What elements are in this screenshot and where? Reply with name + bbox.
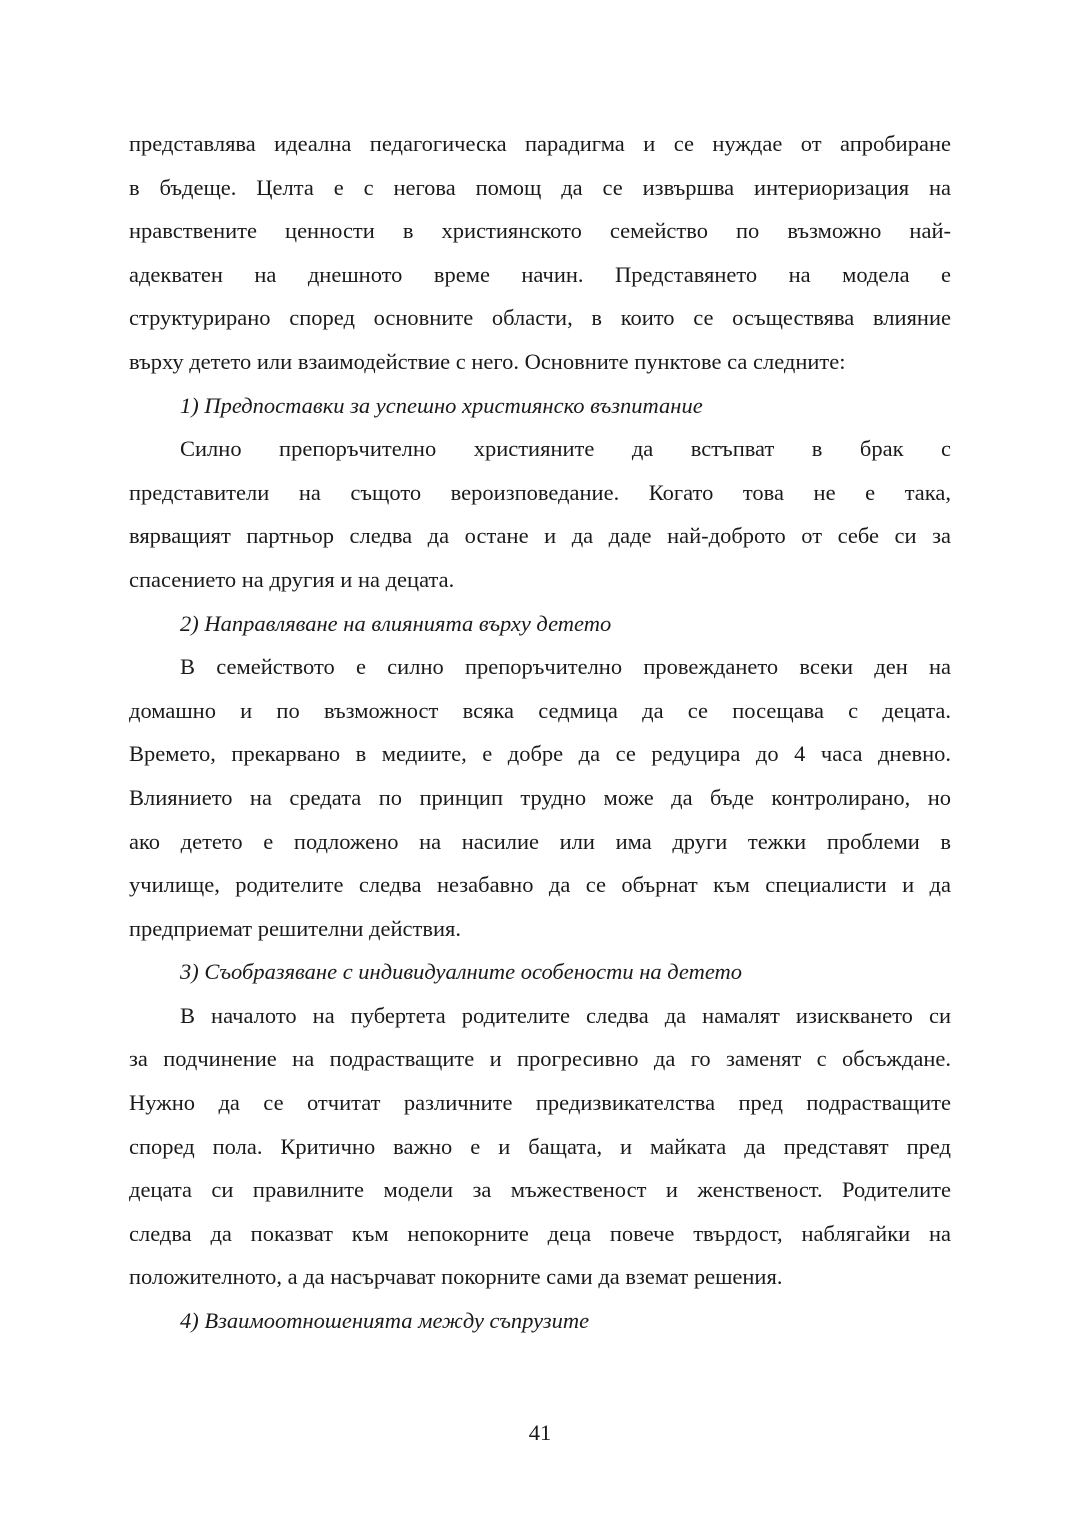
text-line: Нужно да се отчитат различните предизвикателства пред подрастващите [129,1090,951,1116]
section-heading: 3) Съобразяване с индивидуалните особености на детето [180,959,743,985]
text-line: В семейството е силно препоръчително провеждането всеки ден на [180,654,951,680]
text-line: адекватен на днешното време начин. Представянето на модела е [129,261,951,287]
section-heading: 2) Направляване на влиянията върху детето [180,610,612,636]
text-line: Влиянието на средата по принцип трудно може да бъде контролирано, но [129,784,951,810]
text-line: следва да показват към непокорните деца повече твърдост, наблягайки на [129,1220,951,1246]
text-line: В началото на пубертета родителите следва да намалят изискването си [180,1002,951,1028]
text-line: Силно препоръчително християните да встъпват в брак с [180,436,951,462]
text-line: домашно и по възможност всяка седмица да се посещава с децата. [129,697,951,723]
section-heading: 1) Предпоставки за успешно християнско възпитание [180,392,703,418]
text-line: според пола. Критично важно е и бащата, и майката да представят пред [129,1133,951,1159]
text-line: в бъдеще. Целта е с негова помощ да се извършва интериоризация на [129,174,951,200]
text-line: Времето, прекарвано в медиите, е добре да се редуцира до 4 часа дневно. [129,741,951,767]
text-line: децата си правилните модели за мъжественост и женственост. Родителите [129,1177,951,1203]
text-line: нравствените ценности в християнското семейство по възможно най- [129,218,951,244]
page-number: 41 [528,1420,552,1445]
text-line: структурирано според основните области, в които се осъществява влияние [129,305,951,331]
text-line: представлява идеална педагогическа парадигма и се нуждае от апробиране [129,131,951,156]
document-body [129,122,951,1343]
section-heading: 4) Взаимоотношенията между съпрузите [180,1308,590,1334]
text-line: положителното, а да насърчават покорните сами да вземат решения. [129,1264,783,1290]
text-line: спасението на другия и на децата. [129,566,455,592]
text-line: за подчинение на подрастващите и прогресивно да го заменят с обсъждане. [129,1046,951,1072]
text-line: предприемат решителни действия. [129,915,461,941]
text-line: върху детето или взаимодействие с него. Основните пунктове са следните: [129,348,846,374]
text-line: ако детето е подложено на насилие или има други тежки проблеми в [129,828,951,854]
text-line: училище, родителите следва незабавно да се обърнат към специалисти и да [129,872,951,898]
text-line: вярващият партньор следва да остане и да даде най-доброто от себе си за [129,523,951,549]
text-line: представители на същото вероизповедание. Когато това не е така, [129,479,951,505]
